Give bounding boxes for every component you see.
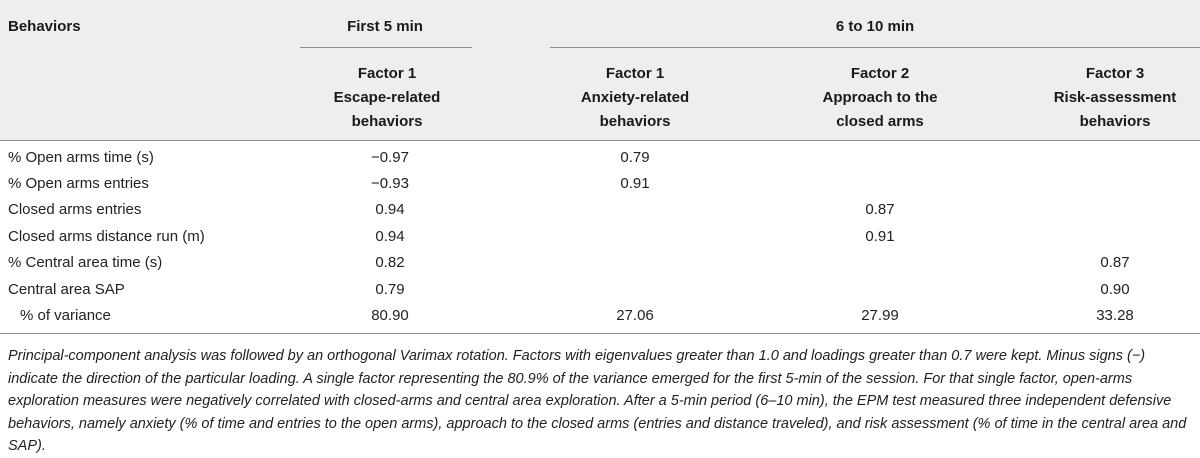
table-cell: 80.90 [371, 307, 409, 324]
table-cell: 0.87 [865, 201, 895, 218]
table-cell: 0.87 [1100, 254, 1130, 271]
header-rule [0, 140, 1200, 141]
table-cell: 27.99 [861, 307, 899, 324]
table-bottom-rule [0, 333, 1200, 334]
group-rule-second [550, 47, 1200, 48]
row-label: % Open arms time (s) [8, 149, 154, 166]
row-label: Central area SAP [8, 281, 125, 298]
factor-header-line: Factor 2 [850, 65, 910, 82]
table-cell: 0.91 [620, 175, 650, 192]
factor-header-line: behaviors [599, 113, 671, 130]
row-label: Closed arms distance run (m) [8, 228, 205, 245]
row-label: Closed arms entries [8, 201, 142, 218]
row-label: % Open arms entries [8, 175, 149, 192]
group-header-6-to-10-min: 6 to 10 min [835, 18, 915, 35]
table-footnote: Principal-component analysis was followed by an orthogonal Varimax rotation. Factors with eigenvalues greater than 1.0 and loadings greater than 0.7 were kept. Minus signs (−) indicate the direction of the particular loading. A single factor representing the 80.9% of the variance emerged for the first 5-min of the session. For that single factor, open-arms exploration measures were negatively correlated with closed-arms and central area exploration. After a 5-min period (6–10 min), the EPM test measured three independent defensive behaviors, namely anxiety (% of time and entries to the open arms), approach to the closed arms (entries and distance traveled), and risk assessment (% of time in the central area and SAP). [8, 348, 1187, 454]
factor-header-anxiety [555, 62, 715, 134]
factor-header-line: Anxiety-related [580, 89, 690, 106]
factor-header-approach [800, 62, 960, 134]
factor-header-line: Escape-related [333, 89, 441, 106]
factor-header-line: behaviors [1079, 113, 1151, 130]
table-cell: 0.91 [865, 228, 895, 245]
group-rule-first [300, 47, 472, 48]
factor-header-line: Risk-assessment [1053, 89, 1177, 106]
table-cell: 27.06 [616, 307, 654, 324]
factor-header-line: behaviors [351, 113, 423, 130]
column-header-behaviors: Behaviors [8, 18, 81, 35]
table-cell: 0.79 [375, 281, 405, 298]
factor-header-line: Factor 3 [1085, 65, 1145, 82]
table-cell: −0.97 [371, 149, 409, 166]
factor-header-line: Factor 1 [605, 65, 665, 82]
row-label: % Central area time (s) [8, 254, 163, 271]
table-cell: 0.79 [620, 149, 650, 166]
factor-header-line: closed arms [836, 113, 924, 130]
row-label: % of variance [20, 307, 111, 324]
table-cell: −0.93 [371, 175, 409, 192]
table-cell: 0.82 [375, 254, 405, 271]
factor-header-escape [302, 62, 472, 134]
factor-header-line: Approach to the [822, 89, 938, 106]
table-cell: 0.94 [375, 201, 405, 218]
factor-header-risk [1030, 62, 1200, 134]
table-cell: 0.94 [375, 228, 405, 245]
group-header-first-5-min: First 5 min [347, 18, 423, 35]
factor-header-line: Factor 1 [357, 65, 417, 82]
table-cell: 33.28 [1096, 307, 1134, 324]
table-cell: 0.90 [1100, 281, 1130, 298]
